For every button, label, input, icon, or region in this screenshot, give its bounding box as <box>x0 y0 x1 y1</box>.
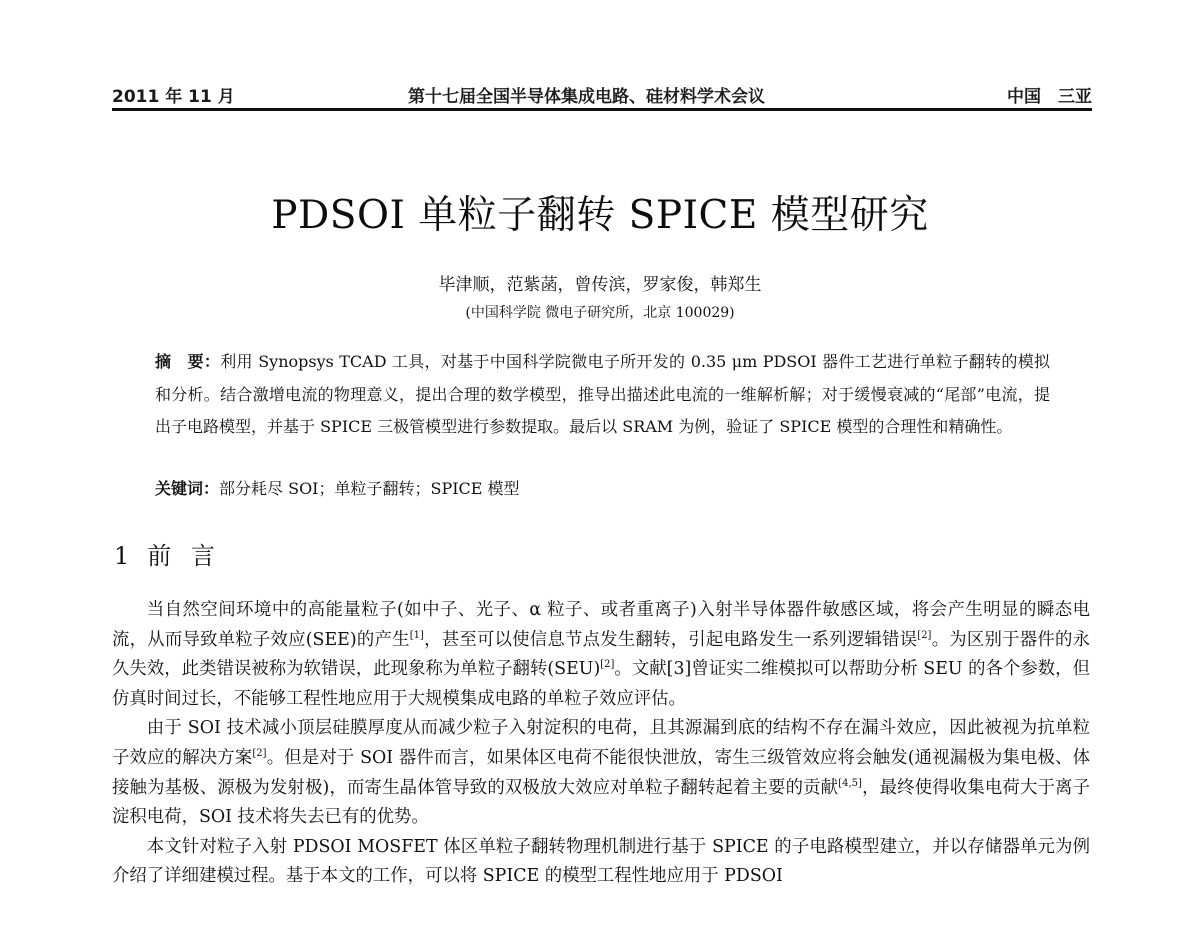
running-header <box>112 80 1092 106</box>
citation: [2] <box>252 748 267 760</box>
paragraph-text: ，最终使得收集电荷大于离子淀积电荷，SOI 技术将失去已有的优势。 <box>112 777 1090 828</box>
header-location: 中国 三亚 <box>1007 87 1092 107</box>
abstract-text: 利用 Synopsys TCAD 工具，对基于中国科学院微电子所开发的 0.35 μm PDSOI 器件工艺进行单粒子翻转的模拟和分析。结合激增电流的物理意义，提出合理的数学模型，推导出描述此电流的一维解析解；对于缓慢衰减的“尾部”电流，提出子电路模型，并基于 SPICE 三极管模型进行参数提取。最后以 SRAM 为例，验证了 SPICE 模型的合理性和精确性。 <box>155 352 1050 436</box>
paragraph-text: 当自然空间环境中的高能量粒子(如中子、光子、α 粒子、或者重离子)入射半导体器件敏感区域，将会产生明显的瞬态电流，从而导致单粒子效应(SEE)的产生 <box>112 600 1090 650</box>
abstract <box>155 346 1050 444</box>
keywords-text: 部分耗尽 SOI；单粒子翻转；SPICE 模型 <box>219 479 520 498</box>
paragraph-text: 。文献[3]曾证实二维模拟可以帮助分析 SEU 的各个参数，但仿真时间过长，不能够工程性地应用于大规模集成电路的单粒子效应评估。 <box>112 659 1090 709</box>
body-paragraph <box>112 596 1090 714</box>
paragraph-text: 。但是对于 SOI 器件而言，如果体区电荷不能很快泄放，寄生三级管效应将会触发(通视漏极为集电极、体接触为基极、源极为发射极)，而寄生晶体管导致的双极放大效应对单粒子翻转起着主要的贡献 <box>112 747 1090 798</box>
section-title: 前 言 <box>147 542 221 570</box>
citation: [1] <box>409 629 424 641</box>
abstract-label: 摘 要： <box>155 352 221 371</box>
authors: 毕津顺，范紫菡，曾传滨，罗家俊，韩郑生 <box>438 275 762 295</box>
citation: [2] <box>917 629 932 641</box>
header-date: 2011 年 11 月 <box>112 87 235 107</box>
paragraph-text: 由于 SOI 技术减小顶层硅膜厚度从而减少粒子入射淀积的电荷，且其源漏到底的结构不存在漏斗效应，因此被视为抗单粒子效应的解决方案 <box>112 718 1090 768</box>
header-rule <box>112 108 1092 111</box>
paper-title: PDSOI 单粒子翻转 SPICE 模型研究 <box>271 193 929 238</box>
body-paragraph <box>112 714 1090 832</box>
paragraph-text: ，甚至可以使信息节点发生翻转，引起电路发生一系列逻辑错误 <box>423 629 918 650</box>
citation: [4,5] <box>838 777 862 789</box>
keywords <box>155 476 1050 499</box>
header-conference: 第十七届全国半导体集成电路、硅材料学术会议 <box>408 87 765 107</box>
affiliation: (中国科学院 微电子研究所，北京 100029) <box>465 305 735 321</box>
section-number: 1 <box>114 542 130 570</box>
citation: [2] <box>600 659 615 671</box>
body-text <box>112 596 1090 892</box>
body-paragraph <box>112 833 1090 892</box>
paragraph-text: 。为区别于器件的永久失效，此类错误被称为软错误，此现象称为单粒子翻转(SEU) <box>112 629 1090 680</box>
keywords-label: 关键词： <box>155 479 220 498</box>
section-heading <box>114 536 221 571</box>
paragraph-text: 本文针对粒子入射 PDSOI MOSFET 体区单粒子翻转物理机制进行基于 SPICE 的子电路模型建立，并以存储器单元为例介绍了详细建模过程。基于本文的工作，可以将 SPICE 的模型工程性地应用于 PDSOI <box>112 836 1090 887</box>
